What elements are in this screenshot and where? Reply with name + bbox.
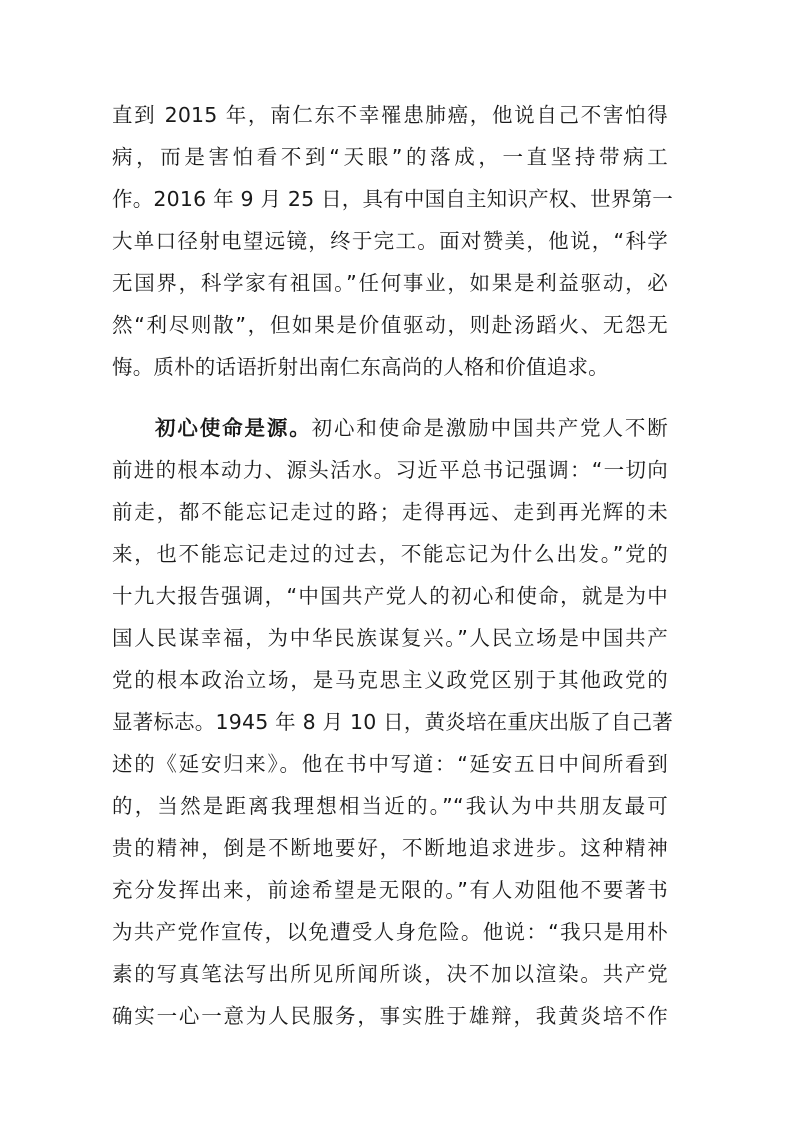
text-line: 显著标志。1945 年 8 月 10 日，黄炎培在重庆出版了自己著 <box>112 710 673 734</box>
section-heading: 初心使命是源。 <box>155 416 312 440</box>
text-line: 来，也不能忘记走过的过去，不能忘记为什么出发。”党的 <box>112 542 668 566</box>
text-line: 确实一心一意为人民服务，事实胜于雄辩，我黄炎培不作 <box>112 1004 668 1028</box>
text-line: 的，当然是距离我理想相当近的。”“我认为中共朋友最可 <box>112 794 668 818</box>
text-line: 前进的根本动力、源头活水。习近平总书记强调：“一切向 <box>112 458 668 482</box>
text-line: 国人民谋幸福，为中华民族谋复兴。”人民立场是中国共产 <box>112 626 668 650</box>
text-line: 充分发挥出来，前途希望是无限的。”有人劝阻他不要著书 <box>112 878 668 902</box>
text-line: 病，而是害怕看不到“天眼”的落成，一直坚持带病工 <box>112 145 668 169</box>
text-line: 大单口径射电望远镜，终于完工。面对赞美，他说，“科学 <box>112 229 668 253</box>
text-line: 然“利尽则散”，但如果是价值驱动，则赴汤蹈火、无怨无 <box>112 313 668 337</box>
text-line: 为共产党作宣传，以免遭受人身危险。他说：“我只是用朴 <box>112 920 668 944</box>
text-line: 作。2016 年 9 月 25 日，具有中国自主知识产权、世界第一 <box>112 187 673 211</box>
text-line: 贵的精神，倒是不断地要好，不断地追求进步。这种精神 <box>112 836 668 860</box>
text-span: 初心和使命是激励中国共产党人不断 <box>311 416 668 440</box>
paragraph-first-line <box>155 410 668 446</box>
text-line: 述的《延安归来》。他在书中写道：“延安五日中间所看到 <box>112 752 668 776</box>
text-line: 十九大报告强调，“中国共产党人的初心和使命，就是为中 <box>112 584 668 608</box>
text-line: 素的写真笔法写出所见所闻所谈，决不加以渲染。共产党 <box>112 962 668 986</box>
text-line: 前走，都不能忘记走过的路；走得再远、走到再光辉的未 <box>112 500 668 524</box>
text-line: 无国界，科学家有祖国。”任何事业，如果是利益驱动，必 <box>112 271 668 295</box>
text-line: 直到 2015 年，南仁东不幸罹患肺癌，他说自己不害怕得 <box>112 103 668 127</box>
text-line: 悔。质朴的话语折射出南仁东高尚的人格和价值追求。 <box>112 355 609 379</box>
text-line: 党的根本政治立场，是马克思主义政党区别于其他政党的 <box>112 668 668 692</box>
